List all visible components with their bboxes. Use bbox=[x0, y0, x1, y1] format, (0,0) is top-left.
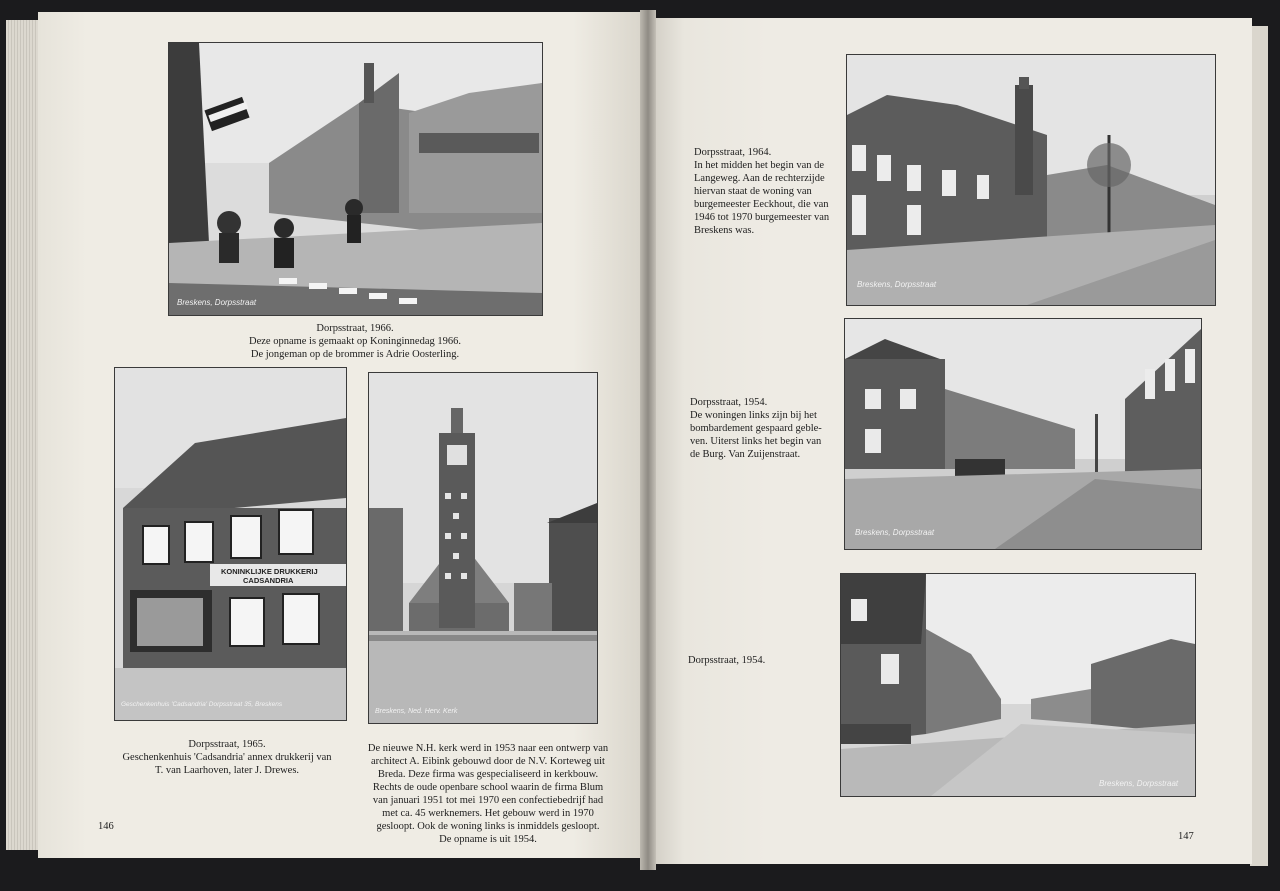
photo-stamp: Breskens, Dorpsstraat bbox=[855, 528, 935, 537]
photo-dorpsstraat-1954-a bbox=[844, 318, 1202, 550]
caption-nh-kerk: De nieuwe N.H. kerk werd in 1953 naar een ontwerp van architect A. Eibink gebouwd door de N.V. Korteweg uit Breda. Deze firma was gespecialiseerd in kerkbouw. Rechts de oude openbare school waarin de firma Blum van januari 1951 tot mei 1970 een confectiebedrijf had met ca. 45 werknemers. Het gebouw werd in 1970 gesloopt. Ook de woning links is inmiddels gesloopt. De opname is uit 1954. bbox=[367, 743, 609, 845]
photo-stamp: Breskens, Dorpsstraat bbox=[1099, 779, 1179, 788]
shop-sign-line1: KONINKLIJKE DRUKKERIJ bbox=[221, 567, 318, 576]
photo-dorpsstraat-1954-b bbox=[840, 573, 1196, 797]
book-gutter bbox=[640, 10, 656, 870]
photo-cadsandria-shop bbox=[114, 367, 347, 721]
caption-cadsandria-1965: Dorpsstraat, 1965. Geschenkenhuis 'Cadsandria' annex drukkerij van T. van Laarhoven, later J. Drewes. bbox=[122, 739, 332, 776]
photo-stamp: Breskens, Dorpsstraat bbox=[177, 298, 257, 307]
page-number-right: 147 bbox=[1178, 831, 1194, 842]
photo-dorpsstraat-1964 bbox=[846, 54, 1216, 306]
photo-stamp: Geschenkenhuis 'Cadsandria' Dorpsstraat 35, Breskens bbox=[121, 701, 283, 708]
caption-dorpsstraat-1954-b: Dorpsstraat, 1954. bbox=[688, 655, 766, 666]
photo-dorpsstraat-1966 bbox=[168, 42, 543, 316]
shop-sign-line2: CADSANDRIA bbox=[243, 576, 294, 585]
photo-stamp: Breskens, Dorpsstraat bbox=[857, 280, 937, 289]
photo-stamp: Breskens, Ned. Herv. Kerk bbox=[375, 708, 458, 715]
right-page-edge bbox=[1250, 26, 1268, 866]
caption-dorpsstraat-1966: Dorpsstraat, 1966. Deze opname is gemaakt op Koninginnedag 1966. De jongeman op de brommer is Adrie Oosterling. bbox=[249, 323, 461, 360]
photo-nh-kerk bbox=[368, 372, 598, 724]
left-page-edge bbox=[6, 20, 40, 850]
caption-dorpsstraat-1954-a: Dorpsstraat, 1954. De woningen links zijn bij het bombardement gespaard geble- ven. Uiterst links het begin van de Burg. Van Zuijenstraat. bbox=[690, 397, 822, 460]
page-number-left: 146 bbox=[98, 821, 114, 832]
caption-dorpsstraat-1964: Dorpsstraat, 1964. In het midden het begin van de Langeweg. Aan de rechterzijde hiervan staat de woning van burgemeester Eeckhout, die van 1946 tot 1970 burgemeester van Breskens was. bbox=[694, 147, 830, 236]
